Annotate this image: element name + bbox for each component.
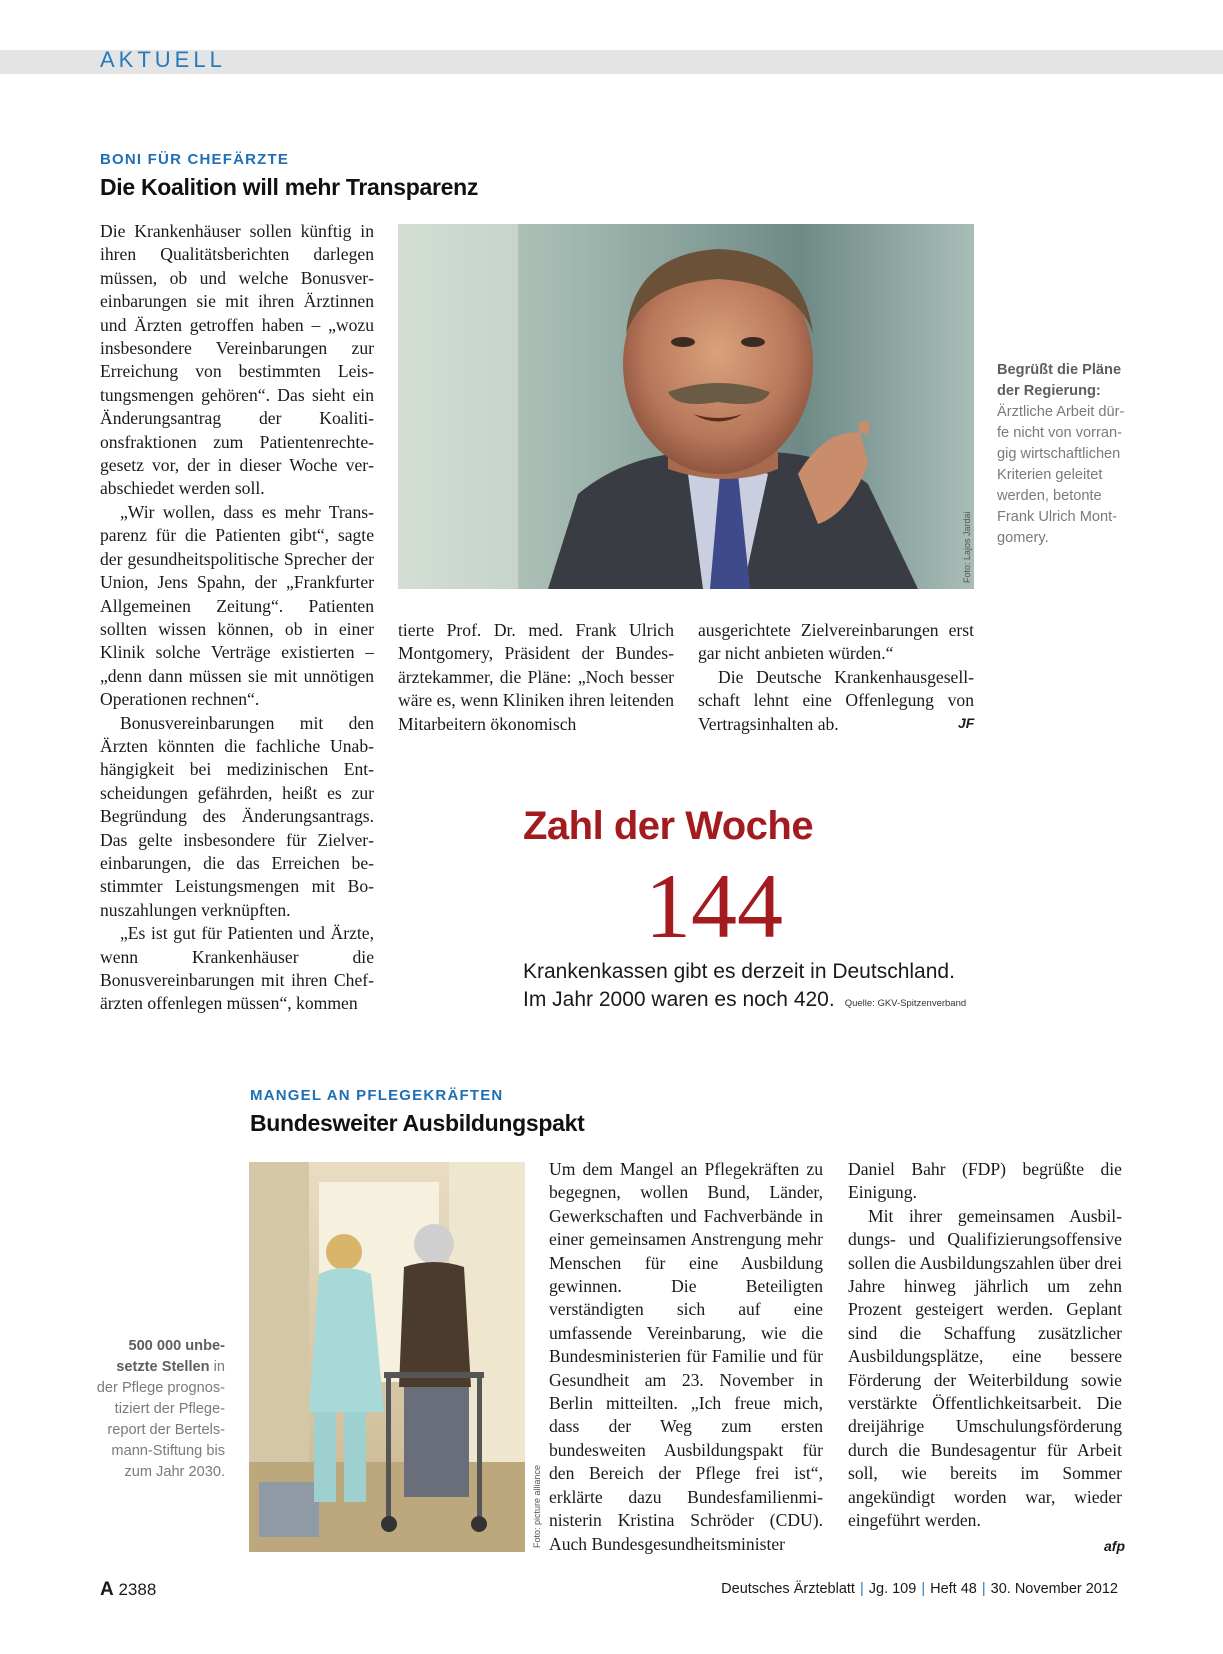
volume: Jg. 109 — [868, 1581, 917, 1597]
separator: | — [981, 1581, 986, 1597]
zahl-number: 144 — [645, 855, 783, 957]
issue-date: 30. November 2012 — [990, 1581, 1118, 1597]
article1-headline: Die Koalition will mehr Transparenz — [100, 174, 479, 200]
photo-caption — [997, 360, 1125, 549]
journal-name: Deutsches Ärzteblatt — [721, 1581, 855, 1597]
article2-column-2 — [848, 1158, 1122, 1533]
photo-credit: Foto: picture alliance — [532, 1464, 542, 1548]
article1-column-2 — [398, 619, 674, 736]
paragraph: ausgerichtete Zielvereinbarungen erst gar nicht anbieten würden.“ — [698, 620, 974, 664]
caption-lead: 500 000 unbesetzte Stellen — [116, 1338, 225, 1375]
zahl-text — [523, 958, 966, 1018]
section-label: AKTUELL — [100, 47, 226, 72]
caption-lead: Begrüßt die Pläne der Regierung: — [997, 362, 1122, 399]
article2-headline: Bundesweiter Ausbildungspakt — [250, 1110, 585, 1136]
author-signature: afp — [1104, 1538, 1125, 1554]
paragraph: tierte Prof. Dr. med. Frank Ulrich Montgomery, Präsident der Bundesärztekammer, die Pläne: „Noch besser wäre es, wenn Kliniken ihren leitenden Mitarbeitern ökonomisch — [398, 620, 674, 734]
zahl-title: Zahl der Woche — [523, 804, 814, 848]
article1-column-3 — [698, 619, 974, 736]
publication-info — [721, 1581, 1118, 1597]
page-number — [100, 1579, 156, 1601]
photo-caption — [95, 1336, 225, 1483]
issue: Heft 48 — [930, 1581, 977, 1597]
separator: | — [859, 1581, 864, 1597]
author-signature: JF — [958, 715, 975, 731]
article1-kicker: BONI FÜR CHEFÄRZTE — [100, 151, 290, 168]
zahl-source: Quelle: GKV-Spitzenverband — [844, 998, 967, 1009]
paragraph: Die Deutsche Krankenhausgesellschaft lehnt eine Offenlegung von Vertragsinhalten ab. — [698, 666, 974, 734]
zahl-line-2 — [523, 986, 966, 1018]
paragraph: Bonusvereinbarungen mit den Ärzten könnten die fachliche Unabhängigkeit bei medizinischen Entscheidungen gefährden, heißt es zur Begründung des Änderungsantrags. Das gelte insbesondere für Zielvereinbarungen, die das Erreichen bestimmter Leistungsmengen mit Bonuszahlungen verknüpften. — [100, 712, 374, 920]
photo-credit: Foto: Lajos Jardai — [962, 511, 972, 583]
montgomery-photo — [398, 224, 974, 589]
page-letter: A — [100, 1579, 114, 1600]
paragraph: Die Krankenhäuser sollen künftig in ihren Qualitätsberichten darlegen müssen, ob und welche Bonusvereinbarungen sie mit ihren Ärztinnen und Ärzten getroffen haben – „wozu insbesondere Vereinbarungen zur Erreichung von bestimmten Leistungsmengen gehören“. Das sieht ein Änderungsantrag der Koalitionsfraktionen zum Patientenrechtegesetz vor, der in dieser Woche verabschiedet werden soll. — [100, 221, 374, 499]
caption-text: Ärztliche Arbeit dürfe nicht von vorrangig wirtschaftlichen Kriterien geleitet werden, betonte Frank Ulrich Montgomery. — [997, 404, 1125, 546]
paragraph: Mit ihrer gemeinsamen Ausbildungs- und Qualifizierungsoffensive sollen die Ausbildungszahlen über drei Jahre hinweg jährlich um zehn Prozent gesteigert werden. Geplant sind die Schaffung zusätzlicher Ausbildungsplätze, eine bessere Förderung der Weiterbildung sowie verstärkte Öffentlichkeitsarbeit. Die dreijährige Umschulungsförderung durch die Bundesagentur für Arbeit soll, wie bereits im Sommer angekündigt worden war, wieder eingeführt werden. — [848, 1205, 1122, 1531]
article1-column-1 — [100, 220, 374, 1016]
separator: | — [921, 1581, 926, 1597]
caption-text: in der Pflege prognostiziert der Pflegereport der Bertelsmann-Stiftung bis zum Jahr 2030. — [96, 1359, 225, 1480]
care-photo — [249, 1162, 525, 1552]
article2-kicker: MANGEL AN PFLEGEKRÄFTEN — [250, 1087, 504, 1104]
zahl-line-2-text: Im Jahr 2000 waren es noch 420. — [523, 988, 835, 1011]
paragraph: „Wir wollen, dass es mehr Transparenz für die Patienten gibt“, sagte der gesundheitspolitische Sprecher der Union, Jens Spahn, der „Frankfurter Allgemeinen Zeitung“. Patienten sollten wissen können, ob in einer Klinik solche Verträge existierten – „denn dann müssen sie mit unnötigen Operationen rechnen“. — [100, 501, 374, 710]
paragraph: Daniel Bahr (FDP) begrüßte die Einigung. — [848, 1159, 1122, 1203]
article2-column-1 — [549, 1158, 823, 1556]
page-number-value: 2388 — [118, 1580, 157, 1599]
paragraph: Um dem Mangel an Pflegekräften zu begegnen, wollen Bund, Länder, Gewerkschaften und Fachverbände in einer gemeinsamen Anstrengung mehr Menschen für eine Ausbildung gewinnen. Die Beteiligten verständigten sich auf eine umfassende Vereinbarung, wie die Bundesministerien für Familie und für Gesundheit am 23. November in Berlin mitteilten. „Ich freue mich, dass der Weg zum ersten bundesweiten Ausbildungspakt für den Bereich der Pflege frei ist“, erklärte dazu Bundesfamilienministerin Kristina Schröder (CDU). Auch Bundesgesundheitsminister — [549, 1159, 823, 1554]
paragraph: „Es ist gut für Patienten und Ärzte, wenn Krankenhäuser die Bonusvereinbarungen mit ihren Chefärzten offenlegen müssen“, kommen — [100, 923, 374, 1014]
zahl-line-1: Krankenkassen gibt es derzeit in Deutschland. — [523, 960, 955, 983]
